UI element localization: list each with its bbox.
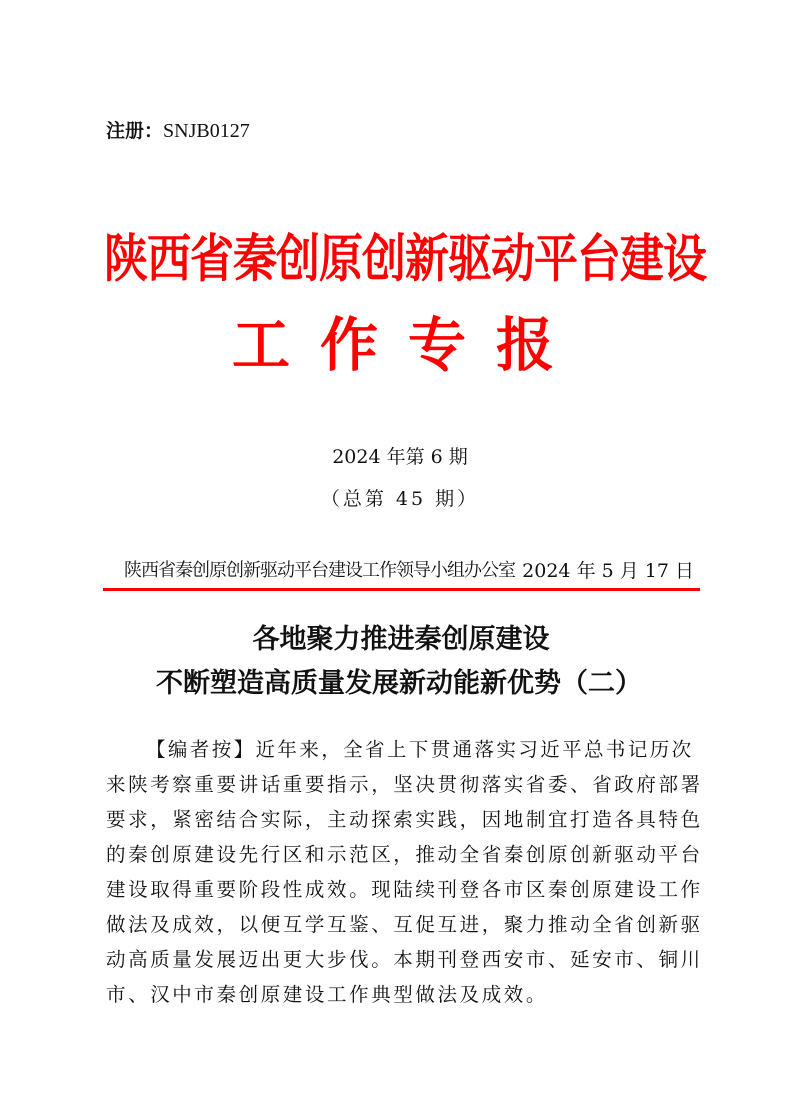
body-line: 动高质量发展迈出更大步伐。本期刊登西安市、延安市、铜川 — [106, 948, 703, 971]
body-line: 做法及成效，以便互学互鉴、互促互进，聚力推动全省创新驱 — [106, 913, 703, 936]
body-line: 市、汉中市秦创原建设工作典型做法及成效。 — [106, 983, 549, 1006]
body-line: 来陕考察重要讲话重要指示，坚决贯彻落实省委、省政府部署 — [106, 773, 703, 796]
body-line-text: 近年来，全省上下贯通落实习近平总书记历次 — [255, 738, 694, 761]
body-line: 的秦创原建设先行区和示范区，推动全省秦创原创新驱动平台 — [106, 843, 703, 866]
article-title-line-1: 各地聚力推进秦创原建设 — [252, 624, 550, 655]
publisher-line — [124, 556, 694, 583]
body-line — [106, 732, 696, 767]
cumulative-issue-number: （总第 45 期） — [320, 488, 480, 510]
editor-note-paragraph — [106, 732, 703, 1012]
article-title-line-2: 不断塑造高质量发展新动能新优势（二） — [156, 668, 642, 699]
publish-date: 2024 年 5 月 17 日 — [522, 560, 694, 582]
registration-label: 注册： — [106, 120, 164, 142]
registration-number — [106, 116, 250, 143]
editor-note-label: 【编者按】 — [146, 738, 256, 761]
red-divider-line — [103, 588, 700, 591]
registration-value: SNJB0127 — [163, 120, 250, 142]
body-line: 要求，紧密结合实际，主动探索实践，因地制宜打造各具特色 — [106, 808, 703, 831]
publisher-office: 陕西省秦创原创新驱动平台建设工作领导小组办公室 — [124, 560, 515, 581]
masthead-title: 陕西省秦创原创新驱动平台建设 — [104, 229, 706, 290]
issue-number: 2024 年第 6 期 — [332, 446, 468, 468]
masthead-subtitle: 工作专报 — [232, 311, 585, 379]
body-line: 建设取得重要阶段性成效。现陆续刊登各市区秦创原建设工作 — [106, 878, 703, 901]
